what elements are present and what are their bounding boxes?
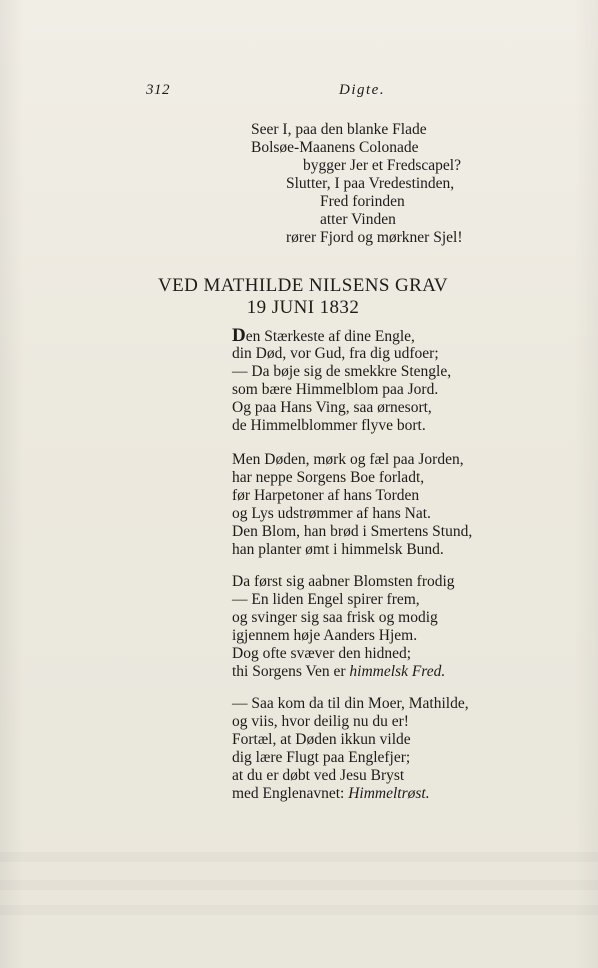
- verse-line: igjennem høje Aanders Hjem.: [232, 627, 418, 644]
- scan-artifact: [0, 905, 598, 915]
- drop-cap: D: [232, 325, 246, 346]
- verse-line: Seer I, paa den blanke Flade: [251, 121, 427, 138]
- verse-line: de Himmelblommer flyve bort.: [232, 417, 426, 434]
- verse-line: Fred forinden: [320, 193, 405, 210]
- verse-line: Den Blom, han brød i Smertens Stund,: [232, 523, 473, 540]
- verse-line: han planter ømt i himmelsk Bund.: [232, 541, 444, 558]
- verse-line: Dog ofte svæver den hidned;: [232, 645, 412, 662]
- verse-line: — Saa kom da til din Moer, Mathilde,: [232, 695, 469, 712]
- verse-line: atter Vinden: [320, 211, 396, 228]
- verse-line: Fortæl, at Døden ikkun vilde: [232, 731, 411, 748]
- verse-line: bygger Jer et Fredscapel?: [303, 157, 461, 174]
- verse-line: Men Døden, mørk og fæl paa Jorden,: [232, 451, 464, 468]
- verse-line: Bolsøe-Maanens Colonade: [251, 139, 419, 156]
- verse-line: — En liden Engel spirer frem,: [232, 591, 420, 608]
- verse-line: Slutter, I paa Vredestinden,: [286, 175, 455, 192]
- verse-line: dig lære Flugt paa Englefjer;: [232, 749, 411, 766]
- verse-line: Da først sig aabner Blomsten frodig: [232, 573, 455, 590]
- poem-date: 19 JUNI 1832: [246, 297, 360, 318]
- verse-line: rører Fjord og mørkner Sjel!: [286, 229, 463, 246]
- verse-line: og Lys udstrømmer af hans Nat.: [232, 505, 431, 522]
- page-number: 312: [146, 82, 170, 98]
- verse-line: og viis, hvor deilig nu du er!: [232, 713, 409, 730]
- verse-line: at du er døbt ved Jesu Bryst: [232, 767, 405, 784]
- scan-artifact: [0, 852, 598, 862]
- verse-line: har neppe Sorgens Boe forladt,: [232, 469, 425, 486]
- verse-line: og svinger sig saa frisk og modig: [232, 609, 438, 626]
- verse-line: Og paa Hans Ving, saa ørnesort,: [232, 399, 432, 416]
- page-header: [146, 82, 546, 102]
- running-title: Digte.: [339, 82, 386, 98]
- poem-title: VED MATHILDE NILSENS GRAV: [158, 275, 448, 296]
- italic-phrase: himmelsk Fred.: [349, 663, 446, 680]
- scan-artifact: [0, 880, 598, 890]
- italic-phrase: Himmeltrøst.: [348, 785, 430, 802]
- verse-line: før Harpetoner af hans Torden: [232, 487, 420, 504]
- verse-line: Den Stærkeste af dine Engle,: [232, 325, 415, 346]
- verse-line: — Da bøje sig de smekkre Stengle,: [232, 363, 452, 380]
- verse-line: thi Sorgens Ven er himmelsk Fred.: [232, 663, 446, 680]
- verse-line: din Død, vor Gud, fra dig udfoer;: [232, 345, 439, 362]
- verse-line: som bære Himmelblom paa Jord.: [232, 381, 439, 398]
- verse-line: med Englenavnet: Himmeltrøst.: [232, 785, 430, 802]
